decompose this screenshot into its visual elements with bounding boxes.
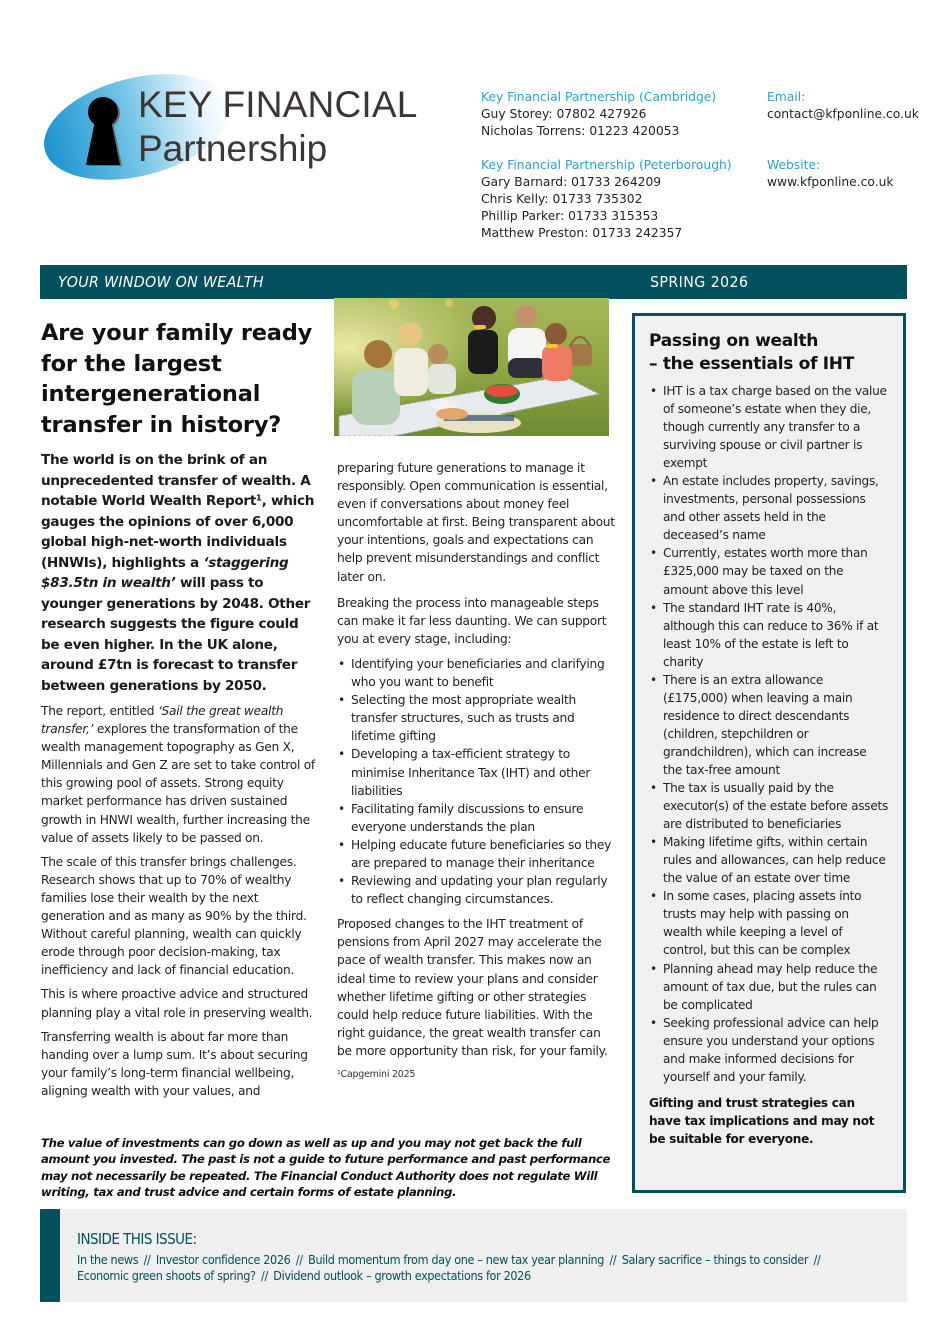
newsletter-banner — [40, 265, 907, 299]
paragraph — [41, 702, 316, 847]
paragraph-text: explores the transformation of the wealth management topography as Gen X, Millennials and Gen Z are set to take control of this growing pool of assets. Strong equity market performance has driven sustained growth in HNWI wealth, further increasing the value of assets likely to be passed on. — [41, 722, 315, 845]
banner-tagline: YOUR WINDOW ON WEALTH — [58, 273, 264, 291]
support-steps-list — [337, 655, 615, 908]
box-title-line: Passing on wealth — [649, 331, 819, 351]
list-item: • Making lifetime gifts, within certain rules and allowances, can help reduce the value of an estate over time — [649, 833, 889, 887]
list-item: • Developing a tax-efficient strategy to minimise Inheritance Tax (IHT) and other liabilities — [337, 745, 615, 799]
article-headline: Are your family ready for the largest intergenerational transfer in history? — [41, 320, 313, 438]
list-item: • Identifying your beneficiaries and clarifying who you want to benefit — [337, 655, 615, 691]
list-item: • The standard IHT rate is 40%, although this can reduce to 36% if at least 10% of the estate is left to charity — [649, 599, 889, 671]
inside-this-issue — [40, 1209, 907, 1302]
issue-item[interactable]: Build momentum from day one – new tax year planning — [308, 1252, 605, 1267]
email-block — [767, 89, 927, 140]
contact-line: Matthew Preston: 01733 242357 — [481, 226, 683, 240]
list-item: • Currently, estates worth more than £325,000 may be taxed on the amount above this level — [649, 544, 889, 598]
list-item: • The tax is usually paid by the executor(s) of the estate before assets are distributed to beneficiaries — [649, 779, 889, 833]
lead-text: will pass to younger generations by 2048. Other research suggests the figure could be even higher. In the UK alone, around £7tn is forecast to transfer between generations by 2050. — [41, 575, 311, 694]
article-column-2 — [337, 453, 615, 1084]
inside-title: INSIDE THIS ISSUE: — [77, 1230, 197, 1248]
article-lead — [41, 450, 316, 696]
keyhole-icon — [84, 96, 124, 168]
list-item: • There is an extra allowance (£175,000) when leaving a main residence to direct descendants (children, stepchildren or grandchildren), which can increase the tax-free amount — [649, 671, 889, 779]
picnic-illustration — [334, 298, 609, 436]
article-body-1 — [41, 702, 316, 1100]
list-item: • Facilitating family discussions to ensure everyone understands the plan — [337, 800, 615, 836]
logo-ellipse — [33, 56, 241, 197]
paragraph: This is where proactive advice and structured planning play a vital role in preserving wealth. — [41, 987, 313, 1020]
paragraph: Transferring wealth is about far more than handing over a lump sum. It’s about securing your family’s long-term financial wellbeing, aligning wealth with your values, and — [41, 1029, 308, 1098]
list-item: • In some cases, placing assets into trusts may help with passing on wealth while keeping a level of control, but this can be complex — [649, 887, 889, 959]
office-peterborough — [481, 157, 751, 242]
risk-disclaimer: The value of investments can go down as well as up and you may not get back the full amount you invested. The past is not a guide to future performance and past performance may not necessarily be repeated. The Financial Conduct Authority does not regulate Will writing, tax and trust advice and certain forms of estate planning. — [41, 1136, 611, 1199]
contact-line: Gary Barnard: 01733 264209 — [481, 175, 662, 189]
box-note: Gifting and trust strategies can have tax implications and may not be suitable for everyone. — [649, 1095, 875, 1146]
email-link[interactable]: contact@kfponline.co.uk — [767, 107, 919, 121]
paragraph: preparing future generations to manage it responsibly. Open communication is essential, even if conversations about money feel uncomfortable at first. Being transparent about your intentions, goals and expectations can help prevent misunderstandings and conflict later on. — [337, 461, 615, 584]
logo-text-partnership: Partnership — [138, 128, 328, 169]
separator: // — [813, 1252, 821, 1267]
issue-item[interactable]: Dividend outlook – growth expectations for 2026 — [273, 1268, 531, 1283]
issue-item[interactable]: Economic green shoots of spring? — [77, 1268, 256, 1283]
iht-points-list — [649, 382, 889, 1086]
list-item: • Seeking professional advice can help ensure you understand your options and make informed decisions for yourself and your family. — [649, 1014, 889, 1086]
office-name: Key Financial Partnership (Peterborough) — [481, 158, 732, 172]
paragraph: The scale of this transfer brings challenges. Research shows that up to 70% of wealthy families lose their wealth by the next generation and as many as 90% by the third. Without careful planning, wealth can quickly erode through poor decision-making, tax inefficiency and lack of financial education. — [41, 854, 307, 978]
issue-item[interactable]: Investor confidence 2026 — [155, 1252, 291, 1267]
website-block — [767, 157, 927, 191]
box-title — [649, 330, 889, 376]
iht-essentials-box — [632, 313, 906, 1193]
separator: // — [609, 1252, 617, 1267]
office-name: Key Financial Partnership (Cambridge) — [481, 90, 717, 104]
paragraph: Proposed changes to the IHT treatment of pensions from April 2027 may accelerate the pace of wealth transfer. This makes now an ideal time to review your plans and consider whether lifetime gifting or other strategies could help reduce future liabilities. With the right guidance, the great wealth transfer can be more opportunity than risk, for your family. — [337, 917, 608, 1058]
box-title-line: – the essentials of IHT — [649, 354, 855, 374]
general-contacts — [767, 89, 927, 208]
website-link[interactable]: www.kfponline.co.uk — [767, 175, 894, 189]
accent-bar — [40, 1209, 60, 1302]
issue-item[interactable]: In the news — [77, 1252, 139, 1267]
list-item: • An estate includes property, savings, investments, personal possessions and other assets held in the deceased’s name — [649, 472, 889, 544]
banner-issue: SPRING 2026 — [650, 273, 749, 291]
family-picnic-photo — [334, 298, 609, 436]
list-item: • Planning ahead may help reduce the amount of tax due, but the rules can be complicated — [649, 960, 889, 1014]
contact-line: Nicholas Torrens: 01223 420053 — [481, 124, 680, 138]
article-column-1 — [41, 318, 316, 1100]
issue-item[interactable]: Salary sacrifice – things to consider — [621, 1252, 809, 1267]
office-cambridge — [481, 89, 751, 140]
paragraph-text: The report, entitled — [41, 704, 158, 718]
office-contacts — [481, 89, 751, 259]
contact-line: Chris Kelly: 01733 735302 — [481, 192, 643, 206]
lead-text: The world is on the brink of an unprecedented transfer of wealth. A notable World Wealth Report¹, which gauges the opinions of over 6,000 global high-net-worth individuals (HNWIs), highlights a — [41, 452, 315, 571]
paragraph: Breaking the process into manageable steps can make it far less daunting. We can support you at every stage, including: — [337, 595, 607, 646]
logo-text-key-financial: KEY FINANCIAL — [138, 84, 418, 125]
footnote: ¹Capgemini 2025 — [337, 1069, 416, 1080]
lead-quote: ‘staggering $83.5tn in wealth’ — [41, 554, 289, 591]
separator: // — [143, 1252, 151, 1267]
list-item: • Helping educate future beneficiaries so they are prepared to manage their inheritance — [337, 836, 615, 872]
company-logo — [38, 72, 418, 182]
list-item: • IHT is a tax charge based on the value of someone’s estate when they die, though currently any transfer to a surviving spouse or civil partner is exempt — [649, 382, 889, 472]
issue-contents — [77, 1252, 887, 1284]
report-title: ‘Sail the great wealth transfer,’ — [41, 704, 284, 737]
contact-line: Guy Storey: 07802 427926 — [481, 107, 647, 121]
list-item: • Reviewing and updating your plan regularly to reflect changing circumstances. — [337, 872, 615, 908]
website-label: Website: — [767, 158, 821, 172]
separator: // — [261, 1268, 268, 1283]
contact-line: Phillip Parker: 01733 315353 — [481, 209, 659, 223]
separator: // — [295, 1252, 303, 1267]
email-label: Email: — [767, 90, 806, 104]
list-item: • Selecting the most appropriate wealth transfer structures, such as trusts and lifetime gifting — [337, 691, 615, 745]
